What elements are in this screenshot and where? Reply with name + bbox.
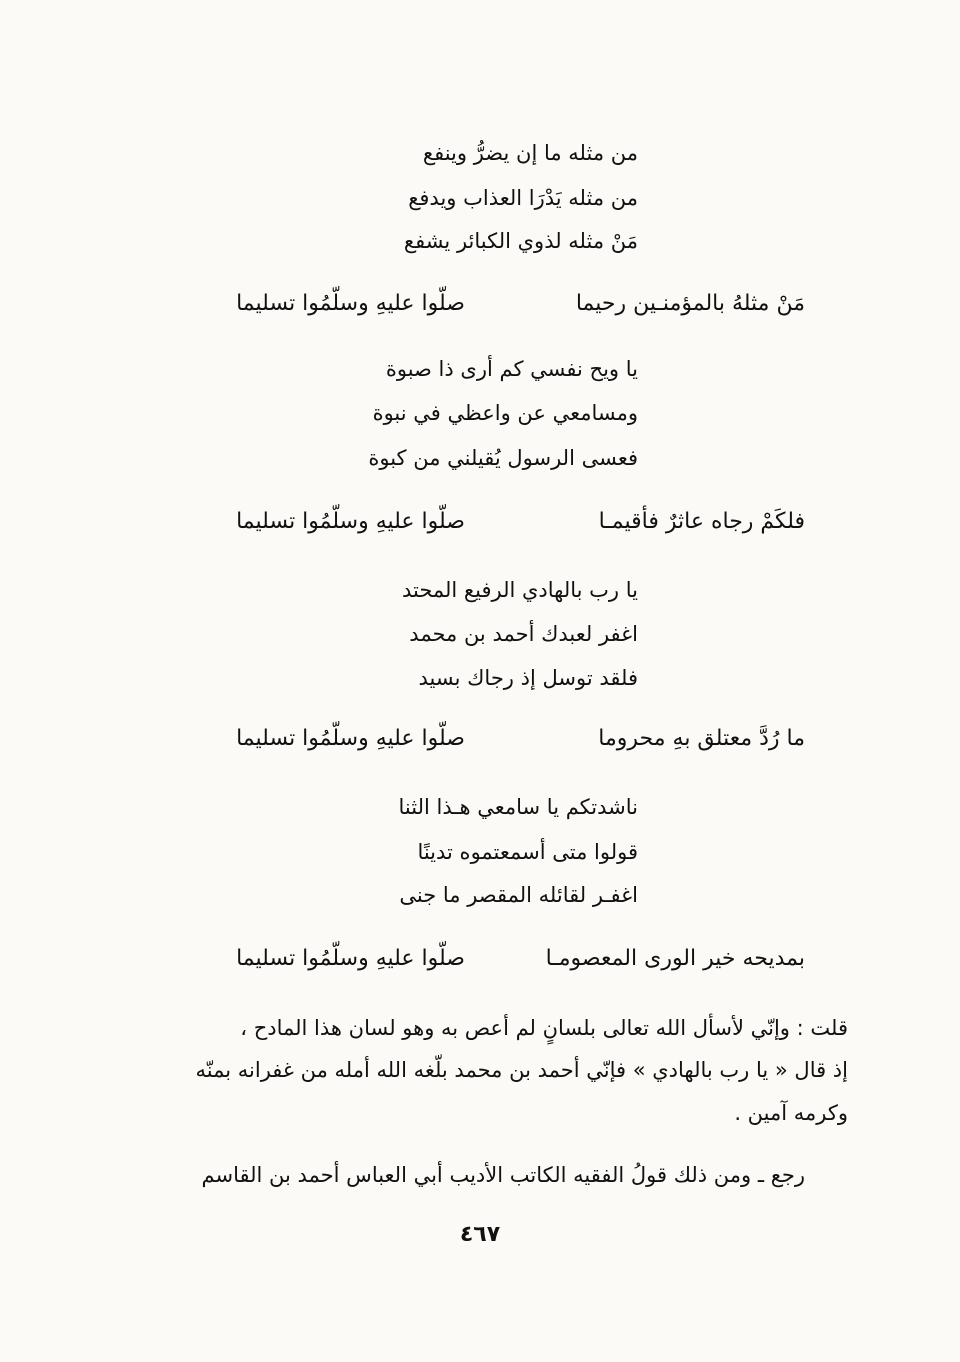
verse-line: فلقد توسل إذ رجاك بسيد: [418, 666, 638, 690]
verse-line: اغفر لعبدك أحمد بن محمد: [409, 622, 638, 646]
verse-line: اغفـر لقائله المقصر ما جنى: [399, 883, 638, 907]
refrain-line: [236, 944, 805, 974]
verse-line: يا ويح نفسي كم أرى ذا صبوة: [385, 357, 638, 381]
refrain-line: [236, 724, 805, 754]
verse-line: قولوا متى أسمعتموه تدينًا: [417, 840, 638, 864]
verse-line: فعسى الرسول يُقيلني من كبوة: [368, 446, 638, 470]
refrain-first-hemistich: مَنْ مثلهُ بالمؤمنـين رحيما: [575, 291, 805, 316]
refrain-line: [236, 289, 805, 319]
refrain-second-hemistich: صلّوا عليهِ وسلّمُوا تسليما: [236, 291, 465, 316]
verse-line: ومسامعي عن واعظي في نبوة: [372, 401, 638, 425]
refrain-second-hemistich: صلّوا عليهِ وسلّمُوا تسليما: [236, 946, 465, 971]
refrain-second-hemistich: صلّوا عليهِ وسلّمُوا تسليما: [236, 726, 465, 751]
prose-line: قلت : وإنّي لأسأل الله تعالى بلسانٍ لم أعص به وهو لسان هذا المادح ،: [240, 1016, 848, 1040]
verse-line: يا رب بالهادي الرفيع المحتد: [401, 578, 638, 602]
refrain-first-hemistich: فلكَمْ رجاه عاثرٌ فأقيمـا: [598, 509, 805, 534]
refrain-first-hemistich: ما رُدَّ معتلق بهِ محروما: [598, 726, 805, 751]
prose-line: إذ قال « يا رب بالهادي » فإنّي أحمد بن محمد بلّغه الله أمله من غفرانه بمنّه: [195, 1058, 848, 1082]
verse-line: مَنْ مثله لذوي الكبائر يشفع: [403, 229, 638, 253]
prose-line: رجع ـ ومن ذلك قولُ الفقيه الكاتب الأديب أبي العباس أحمد بن القاسم: [201, 1163, 805, 1187]
page-number: ٤٦٧: [459, 1222, 501, 1247]
refrain-second-hemistich: صلّوا عليهِ وسلّمُوا تسليما: [236, 509, 465, 534]
verse-line: ناشدتكم يا سامعي هـذا الثنا: [398, 795, 638, 819]
prose-line: وكرمه آمين .: [734, 1101, 848, 1125]
refrain-first-hemistich: بمديحه خير الورى المعصومـا: [545, 946, 805, 971]
verse-line: من مثله ما إن يضرُّ وينفع: [422, 141, 638, 165]
refrain-line: [236, 507, 805, 537]
verse-line: من مثله يَدْرَا العذاب ويدفع: [408, 186, 638, 210]
